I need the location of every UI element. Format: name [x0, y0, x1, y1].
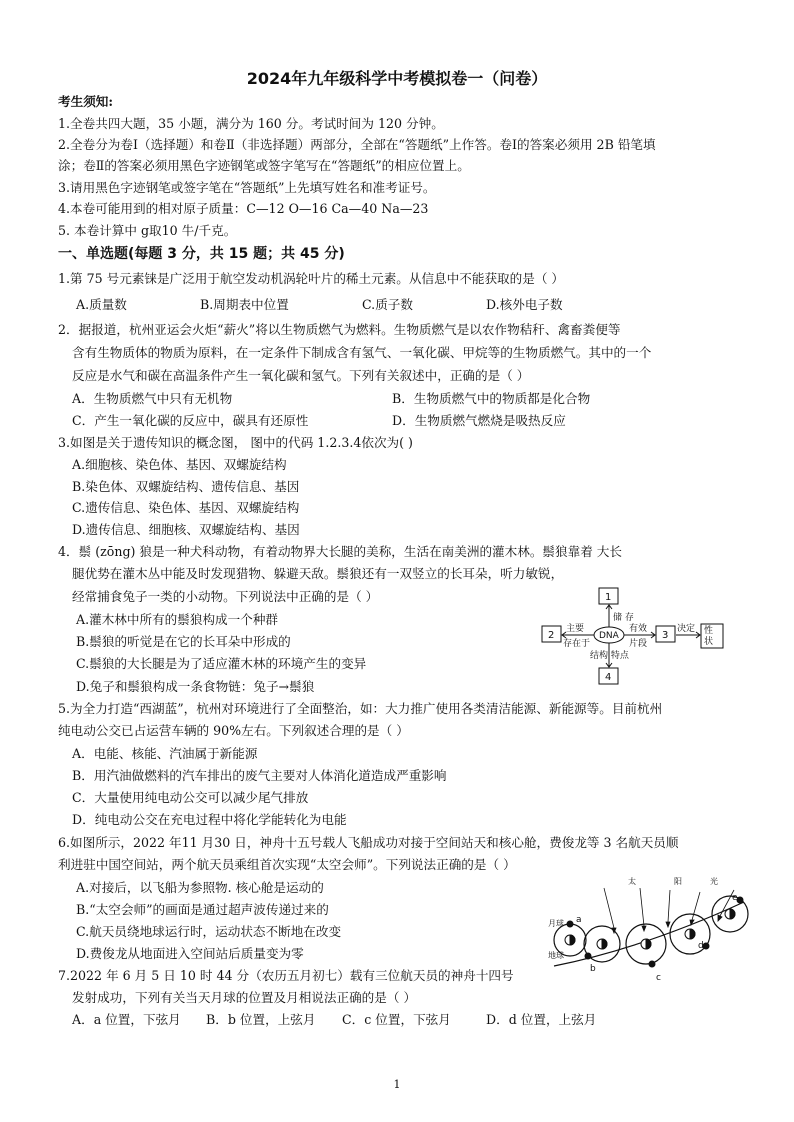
box-4-label: 4 — [605, 672, 612, 683]
notice-heading: 考生须知: — [58, 94, 114, 109]
option-c: C.质子数 — [362, 297, 413, 312]
label-structure: 结构 特点 — [590, 651, 629, 661]
notice-line: 3.请用黑色字迹钢笔或签字笔在“答题纸”上先填写姓名和准考证号。 — [58, 180, 436, 195]
option-a: A.对接后，以飞船为参照物. 核心舱是运动的 — [76, 880, 324, 895]
question-2-line: 含有生物质体的物质为原料，在一定条件下制成含有氢气、一氧化碳、甲烷等的生物质燃气。其中的一个 — [72, 345, 652, 360]
option-d: D.兔子和鬃狼构成一条食物链：兔子→鬃狼 — [76, 679, 315, 694]
option-b: B．用汽油做燃料的汽车排出的废气主要对人体消化道造成严重影响 — [72, 768, 447, 783]
question-4-line: 4．鬃 (zōng) 狼是一种犬科动物，有着动物界大长腿的美称，生活在南美洲的灌木林。鬃狼靠着 大长 — [58, 544, 622, 559]
option-a: A．电能、核能、汽油属于新能源 — [72, 746, 258, 761]
question-2-line: 反应是水气和碳在高温条件产生一氧化碳和氢气。下列有关叙述中，正确的是（ ） — [72, 368, 530, 383]
option-c: C.遗传信息、染色体、基因、双螺旋结构 — [72, 500, 300, 515]
point-d: d — [698, 941, 704, 951]
option-c: C．c 位置，下弦月 — [342, 1012, 451, 1027]
dna-label: DNA — [599, 631, 619, 641]
moon-b — [585, 953, 592, 960]
box-2-label: 2 — [548, 630, 555, 641]
option-b: B．生物质燃气中的物质都是化合物 — [392, 391, 591, 406]
question-6-line: 6.如图所示，2022 年11 月30 日，神舟十五号载人飞船成功对接于空间站天和核心舱，费俊龙等 3 名航天员顺 — [58, 835, 679, 850]
moon-label: 月球 — [548, 919, 564, 928]
label-effective: 有效 — [629, 624, 648, 634]
notice-line: 4.本卷可能用到的相对原子质量：C—12 O—16 Ca—40 Na—23 — [58, 201, 429, 216]
option-a: A.灌木林中所有的鬃狼构成一个种群 — [76, 612, 279, 627]
question-2-line: 2．据报道，杭州亚运会火炬“薪火”将以生物质燃气为燃料。生物质燃气是以农作物秸秆、禽畜粪便等 — [58, 322, 621, 337]
option-d: D.遗传信息、细胞核、双螺旋结构、基因 — [72, 522, 300, 537]
point-c: c — [656, 973, 661, 983]
sun-char-1: 太 — [628, 877, 636, 886]
moon-c — [649, 961, 656, 968]
option-a: A．生物质燃气中只有无机物 — [72, 391, 233, 406]
moon-orbit-diagram — [544, 874, 752, 992]
section-heading: 一、单选题(每题 3 分，共 15 题；共 45 分) — [58, 246, 345, 262]
option-d: D．d 位置，上弦月 — [486, 1012, 597, 1027]
box-1-label: 1 — [605, 592, 612, 603]
option-a: A.质量数 — [76, 297, 127, 312]
question-6-line: 利进驻中国空间站，两个航天员乘组首次实现“太空会师”。下列说法正确的是（ ） — [58, 857, 516, 872]
dna-concept-diagram — [538, 586, 728, 688]
question-4-line: 经常捕食兔子一类的小动物。下列说法中正确的是（ ） — [72, 589, 379, 604]
box-3-label: 3 — [662, 630, 669, 641]
question-5-line: 5.为全力打造“西湖蓝”，杭州对环境进行了全面整治，如：大力推广使用各类清洁能源、新能源等。目前杭州 — [58, 701, 663, 716]
label-decide: 决定 — [677, 624, 696, 634]
page-title: 2024年九年级科学中考模拟卷一（问卷） — [246, 69, 548, 88]
label-store: 储 存 — [613, 613, 634, 623]
point-a: a — [576, 915, 582, 925]
point-e: e — [732, 893, 738, 903]
earth-label: 地球 — [548, 951, 564, 960]
option-b: B.鬃狼的听觉是在它的长耳朵中形成的 — [76, 634, 291, 649]
notice-line: 5. 本卷计算中 g取10 牛/千克。 — [58, 223, 237, 238]
option-a: A.细胞核、染色体、基因、双螺旋结构 — [72, 457, 287, 472]
question-7-line: 发射成功，下列有关当天月球的位置及月相说法正确的是（ ） — [72, 990, 417, 1005]
option-b: B.染色体、双螺旋结构、遗传信息、基因 — [72, 479, 300, 494]
trait-text: 性状 — [704, 626, 714, 647]
option-a: A．a 位置，下弦月 — [72, 1012, 181, 1027]
option-d: D．生物质燃气燃烧是吸热反应 — [392, 413, 566, 428]
sun-char-3: 光 — [710, 877, 718, 886]
option-b: B.“太空会师”的画面是通过超声波传递过来的 — [76, 902, 329, 917]
label-exist: 存在于 — [563, 639, 591, 649]
sun-char-2: 阳 — [674, 877, 682, 886]
option-c: C．产生一氧化碳的反应中，碳具有还原性 — [72, 413, 309, 428]
page-number: 1 — [393, 1078, 401, 1091]
option-b: B.周期表中位置 — [200, 297, 289, 312]
point-b: b — [590, 964, 596, 974]
question-7-line: 7.2022 年 6 月 5 日 10 时 44 分（农历五月初七）载有三位航天员的神舟十四号 — [58, 968, 514, 983]
notice-line: 涂；卷Ⅱ的答案必须用黑色字迹钢笔或签字笔写在“答题纸”的相应位置上。 — [58, 158, 470, 173]
question-5-line: 纯电动公交已占运营车辆的 90%左右。下列叙述合理的是（ ） — [58, 723, 409, 738]
notice-line: 2.全卷分为卷Ⅰ（选择题）和卷Ⅱ（非选择题）两部分，全部在“答题纸”上作答。卷Ⅰ的答案必须用 2B 铅笔填 — [58, 137, 656, 152]
option-b: B．b 位置，上弦月 — [206, 1012, 316, 1027]
moon-a — [567, 921, 574, 928]
question-1-stem: 1.第 75 号元素铼是广泛用于航空发动机涡轮叶片的稀土元素。从信息中不能获取的是（ ） — [58, 271, 565, 286]
label-main: 主要 — [566, 624, 585, 634]
label-segment: 片段 — [629, 639, 648, 649]
option-d: D.核外电子数 — [486, 297, 563, 312]
option-c: C.航天员绕地球运行时，运动状态不断地在改变 — [76, 924, 342, 939]
option-c: C．大量使用纯电动公交可以减少尾气排放 — [72, 790, 309, 805]
option-c: C.鬃狼的大长腿是为了适应灌木林的环境产生的变异 — [76, 656, 367, 671]
question-3-stem: 3.如图是关于遗传知识的概念图， 图中的代码 1.2.3.4依次为( ) — [58, 435, 413, 450]
option-d: D．纯电动公交在充电过程中将化学能转化为电能 — [72, 812, 347, 827]
moon-e — [737, 897, 744, 904]
option-d: D.费俊龙从地面进入空间站后质量变为零 — [76, 946, 304, 961]
question-4-line: 腿优势在灌木丛中能及时发现猎物、躲避天敌。鬃狼还有一双竖立的长耳朵，听力敏锐， — [72, 566, 564, 581]
notice-line: 1.全卷共四大题，35 小题，满分为 160 分。考试时间为 120 分钟。 — [58, 116, 444, 131]
